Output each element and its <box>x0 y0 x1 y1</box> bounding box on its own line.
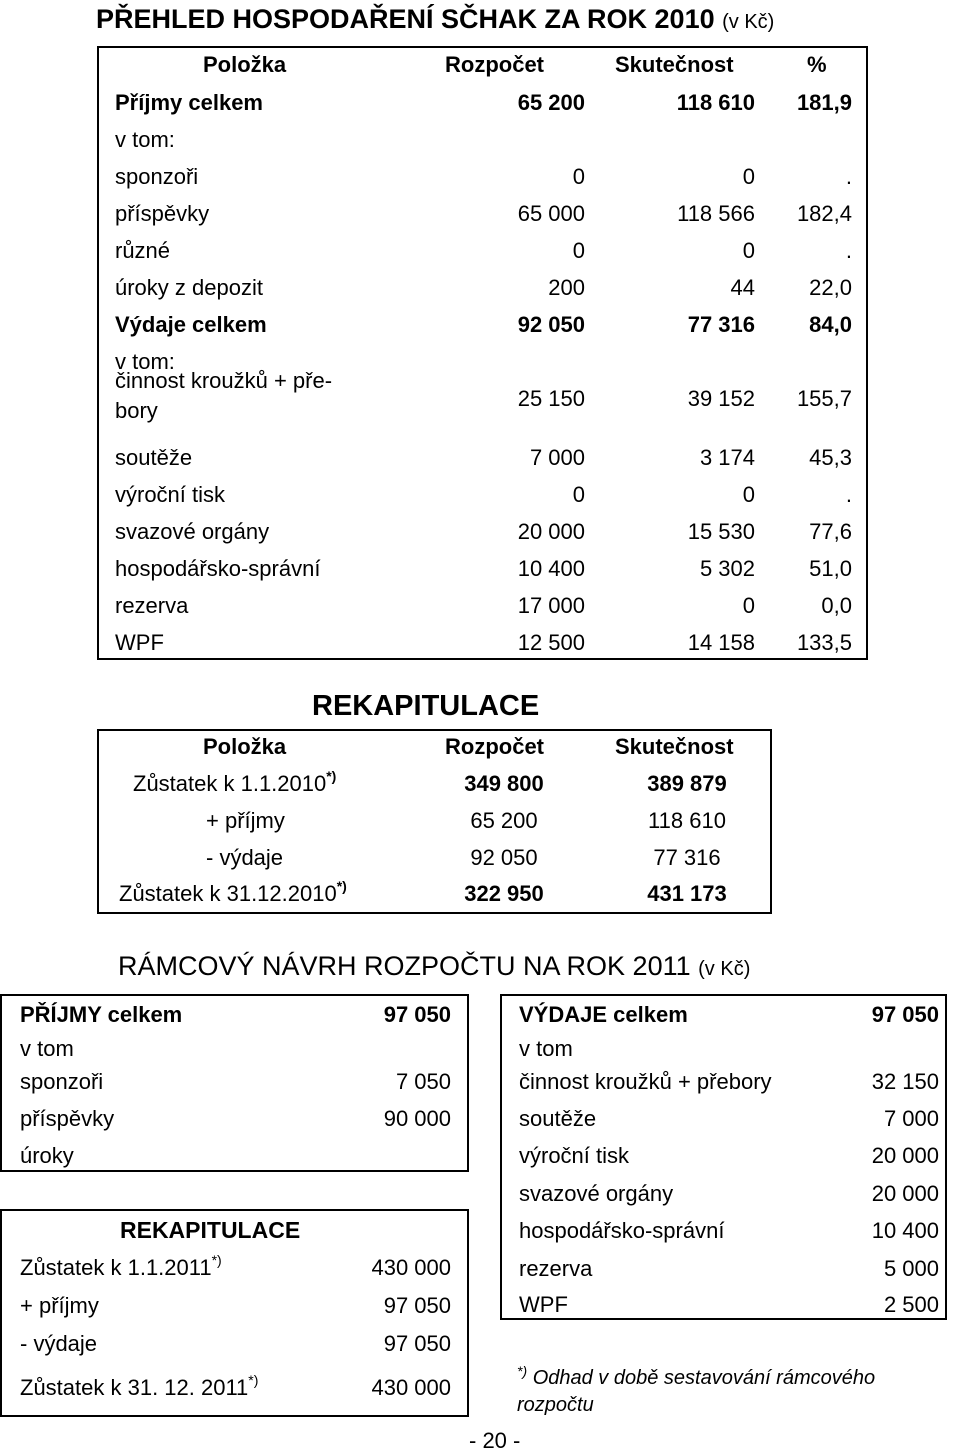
overview-row <box>99 92 866 128</box>
overview-row-label: činnost kroužků + pře- <box>115 368 333 393</box>
recap-2010-row-actual: 118 610 <box>648 808 726 833</box>
income-2011-row-value: 90 000 <box>383 1106 451 1131</box>
overview-row-actual: 118 610 <box>676 90 755 115</box>
recap-2011-row <box>2 1295 467 1331</box>
expenses-2011-row-value: 20 000 <box>871 1181 939 1206</box>
overview-row-pct: 45,3 <box>809 445 852 470</box>
recap-2011-row-label <box>20 1295 99 1317</box>
overview-row <box>99 240 866 276</box>
expenses-2011-row-label: činnost kroužků + přebory <box>519 1069 772 1094</box>
overview-row-label: Příjmy celkem <box>115 90 263 115</box>
income-2011-row-label: úroky <box>20 1143 74 1168</box>
overview-row <box>99 595 866 631</box>
recap-2011-row-value: 430 000 <box>371 1255 451 1280</box>
overview-row-label: WPF <box>115 630 164 655</box>
income-2011-row-label: příspěvky <box>20 1106 115 1131</box>
overview-row-budget: 0 <box>572 164 585 189</box>
expenses-2011-row-label: v tom <box>519 1036 573 1061</box>
overview-row-budget: 65 000 <box>517 201 585 226</box>
recap-2011-row-label-text: + příjmy <box>20 1293 99 1318</box>
overview-row-label: příspěvky <box>115 201 210 226</box>
overview-row <box>99 314 866 350</box>
plan-2011-title <box>118 951 750 982</box>
overview-row-label: v tom: <box>115 349 175 374</box>
expenses-2011-row <box>502 1220 945 1256</box>
col-header-pct: % <box>807 52 827 77</box>
expenses-2011-row-value: 32 150 <box>871 1069 939 1094</box>
overview-row-label: hospodářsko-správní <box>115 556 321 581</box>
recap-2010-row-actual: 77 316 <box>653 845 721 870</box>
overview-row-pct: 155,7 <box>796 386 852 411</box>
recap-2011-row-label-text: Zůstatek k 31. 12. 2011 <box>20 1375 249 1400</box>
overview-row-actual: 0 <box>742 593 755 618</box>
income-2011-row <box>2 1108 467 1144</box>
expenses-2011-row <box>502 1294 945 1330</box>
overview-row-pct: 0,0 <box>821 593 852 618</box>
expenses-2011-row <box>502 1108 945 1144</box>
expenses-2011-row-value: 97 050 <box>871 1002 939 1027</box>
overview-row <box>99 277 866 313</box>
col-header-budget: Rozpočet <box>445 52 544 77</box>
overview-row-label: v tom: <box>115 127 175 152</box>
recap-2010-row <box>99 878 770 919</box>
recap-2011-row-label-text: - výdaje <box>20 1331 98 1356</box>
recap-2010-row-label <box>206 847 283 869</box>
recap-2010-table <box>97 729 772 914</box>
overview-row <box>99 129 866 165</box>
recap-2011-row-value: 97 050 <box>383 1293 451 1318</box>
overview-row-label: výroční tisk <box>115 482 226 507</box>
expenses-2011-row <box>502 1258 945 1294</box>
footnote-line2: rozpočtu <box>517 1394 594 1416</box>
expenses-2011-row-label: soutěže <box>519 1106 597 1131</box>
expenses-2011-row <box>502 1004 945 1040</box>
overview-row <box>99 447 866 483</box>
income-2011-row <box>2 1004 467 1040</box>
overview-row-pct: 84,0 <box>809 312 852 337</box>
recap-2011-row-label-text: Zůstatek k 1.1.2011 <box>20 1255 212 1280</box>
income-2011-row-label: sponzoři <box>20 1069 104 1094</box>
recap-2011-row-footnote-mark: *) <box>211 1252 222 1268</box>
overview-row-pct: . <box>845 164 852 189</box>
overview-row-actual: 77 316 <box>687 312 755 337</box>
expenses-2011-row-label: VÝDAJE celkem <box>519 1002 688 1027</box>
recap-2011-row-footnote-mark: *) <box>248 1372 259 1388</box>
overview-row-label: svazové orgány <box>115 519 270 544</box>
overview-row-actual: 15 530 <box>687 519 755 544</box>
recap-2010-row-actual: 389 879 <box>647 771 727 796</box>
recap-col-item: Položka <box>203 734 287 759</box>
expenses-2011-row-label: výroční tisk <box>519 1143 630 1168</box>
recap-2010-row-budget: 349 800 <box>464 771 544 796</box>
recap-2011-row-value: 430 000 <box>371 1375 451 1400</box>
recap-2010-row-label-text: - výdaje <box>206 845 284 870</box>
col-header-item: Položka <box>203 52 287 77</box>
footnote-mark: *) <box>517 1363 528 1379</box>
overview-row-budget: 17 000 <box>517 593 585 618</box>
expenses-2011-row-label: hospodářsko-správní <box>519 1218 725 1243</box>
expenses-2011-row-value: 7 000 <box>883 1106 939 1131</box>
overview-row-pct: 22,0 <box>809 275 852 300</box>
recap-col-actual: Skutečnost <box>615 734 734 759</box>
recap-2010-row-budget: 322 950 <box>464 881 544 906</box>
expenses-2011-row-label: WPF <box>519 1292 568 1317</box>
overview-row-pct: 133,5 <box>796 630 852 655</box>
income-2011-row-label: PŘÍJMY celkem <box>20 1002 183 1027</box>
overview-table <box>97 46 868 660</box>
expenses-2011-box <box>500 994 947 1320</box>
overview-row-budget: 25 150 <box>517 386 585 411</box>
recap-2010-row-label <box>119 878 347 906</box>
recap-2011-row-value: 97 050 <box>383 1331 451 1356</box>
overview-row <box>99 558 866 594</box>
overview-row-actual: 0 <box>742 482 755 507</box>
recap-2011-row-label <box>20 1252 222 1280</box>
income-2011-row <box>2 1145 467 1181</box>
income-2011-row-value: 97 050 <box>383 1002 451 1027</box>
recap-2010-header-row <box>99 736 770 772</box>
overview-row <box>99 632 866 668</box>
overview-row-label: úroky z depozit <box>115 275 263 300</box>
expenses-2011-row-value: 10 400 <box>871 1218 939 1243</box>
overview-row-pct: 182,4 <box>796 201 852 226</box>
recap-2011-row-label <box>20 1372 259 1400</box>
overview-row-label: rezerva <box>115 593 189 618</box>
income-2011-box <box>0 994 469 1172</box>
overview-row-label: soutěže <box>115 445 193 470</box>
overview-row-pct: 77,6 <box>809 519 852 544</box>
recap-2011-row-label <box>20 1333 97 1355</box>
overview-row-budget: 65 200 <box>517 90 585 115</box>
expenses-2011-row-label: rezerva <box>519 1256 593 1281</box>
overview-row-actual: 0 <box>742 164 755 189</box>
recap-2010-row-budget: 65 200 <box>470 808 538 833</box>
overview-row-actual: 44 <box>730 275 755 300</box>
recap-2010-row-budget: 92 050 <box>470 845 538 870</box>
recap-2010-row-footnote-mark: *) <box>326 768 337 784</box>
overview-row-actual: 14 158 <box>687 630 755 655</box>
recap-2010-heading: REKAPITULACE <box>312 690 540 722</box>
overview-row <box>99 166 866 202</box>
recap-2011-row <box>2 1252 467 1293</box>
overview-row-pct: 181,9 <box>796 90 852 115</box>
overview-row <box>99 521 866 557</box>
recap-2010-row <box>99 768 770 809</box>
overview-row-budget: 7 000 <box>529 445 585 470</box>
overview-row-budget: 92 050 <box>517 312 585 337</box>
overview-row-actual: 5 302 <box>699 556 755 581</box>
expenses-2011-row <box>502 1071 945 1107</box>
overview-row-budget: 12 500 <box>517 630 585 655</box>
overview-row-label: Výdaje celkem <box>115 312 267 337</box>
income-2011-row-value: 7 050 <box>395 1069 451 1094</box>
page-number: - 20 - <box>469 1428 521 1453</box>
title-text: PŘEHLED HOSPODAŘENÍ SČHAK ZA ROK 2010 <box>96 4 715 34</box>
recap-2010-row-label-text: Zůstatek k 1.1.2010 <box>133 771 327 796</box>
recap-2010-row-label <box>206 810 285 832</box>
overview-row-actual: 39 152 <box>687 386 755 411</box>
footnote <box>517 1358 947 1419</box>
overview-row-pct: . <box>845 238 852 263</box>
plan-2011-unit: (v Kč) <box>698 958 751 980</box>
recap-2010-row-label-text: + příjmy <box>206 808 285 833</box>
expenses-2011-row <box>502 1183 945 1219</box>
overview-row <box>99 368 866 424</box>
overview-row-budget: 200 <box>548 275 585 300</box>
col-header-actual: Skutečnost <box>615 52 734 77</box>
overview-row <box>99 203 866 239</box>
overview-header-row <box>99 54 866 90</box>
expenses-2011-row-value: 5 000 <box>883 1256 939 1281</box>
recap-2010-row-footnote-mark: *) <box>336 878 347 894</box>
expenses-2011-row <box>502 1145 945 1181</box>
recap-2011-box <box>0 1209 469 1417</box>
page-title <box>96 4 774 35</box>
overview-row-actual: 118 566 <box>677 201 755 226</box>
overview-row-label: sponzoři <box>115 164 199 189</box>
recap-2010-row <box>99 810 770 846</box>
expenses-2011-row-value: 2 500 <box>883 1292 939 1317</box>
title-unit: (v Kč) <box>722 11 775 33</box>
overview-row-pct: . <box>845 482 852 507</box>
overview-row-actual: 0 <box>742 238 755 263</box>
overview-row-budget: 10 400 <box>517 556 585 581</box>
recap-2010-row-label-text: Zůstatek k 31.12.2010 <box>119 881 337 906</box>
plan-2011-title-text: RÁMCOVÝ NÁVRH ROZPOČTU NA ROK 2011 <box>118 951 691 981</box>
overview-row-budget: 0 <box>572 482 585 507</box>
overview-row-label: různé <box>115 238 171 263</box>
recap-2011-row <box>2 1333 467 1369</box>
income-2011-row <box>2 1071 467 1107</box>
footnote-line1: Odhad v době sestavování rámcového <box>532 1367 876 1389</box>
expenses-2011-row-value: 20 000 <box>871 1143 939 1168</box>
recap-2010-row <box>99 847 770 883</box>
income-2011-row-label: v tom <box>20 1036 74 1061</box>
recap-2011-heading: REKAPITULACE <box>120 1217 301 1243</box>
overview-row-label-cont: bory <box>115 398 158 423</box>
overview-row-budget: 20 000 <box>517 519 585 544</box>
overview-row-budget: 0 <box>572 238 585 263</box>
overview-row-pct: 51,0 <box>809 556 852 581</box>
recap-2010-row-actual: 431 173 <box>647 881 727 906</box>
expenses-2011-row-label: svazové orgány <box>519 1181 674 1206</box>
recap-2011-row <box>2 1372 467 1413</box>
recap-2010-row-label <box>133 768 337 796</box>
overview-row-actual: 3 174 <box>699 445 755 470</box>
overview-row <box>99 484 866 520</box>
recap-col-budget: Rozpočet <box>445 734 544 759</box>
